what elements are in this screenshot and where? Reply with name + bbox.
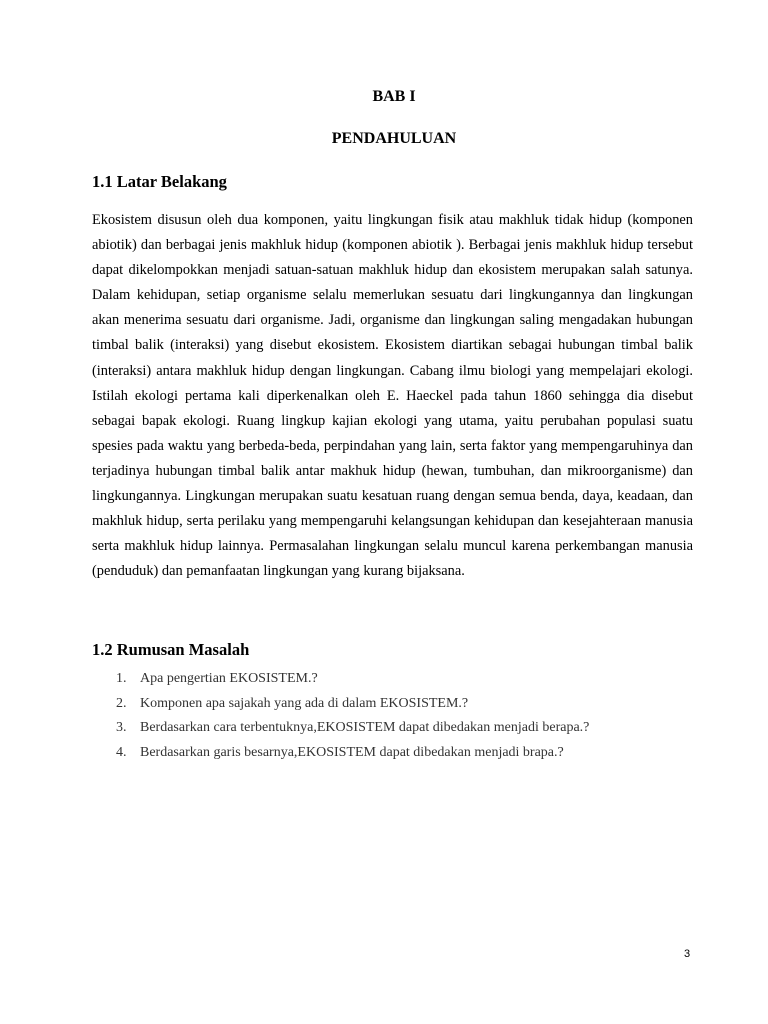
chapter-number: BAB I (372, 88, 416, 105)
list-item-number: 2. (116, 695, 127, 711)
list-item-text: Komponen apa sajakah yang ada di dalam EKOSISTEM.? (140, 695, 469, 711)
list-item-text: Apa pengertian EKOSISTEM.? (140, 671, 318, 686)
section-heading-rumusan-masalah: 1.2 Rumusan Masalah (92, 640, 250, 659)
list-item (92, 742, 692, 767)
list-item-number: 3. (116, 720, 127, 735)
list-item-number: 1. (116, 671, 127, 686)
list-item (92, 717, 692, 742)
page-number: 3 (684, 948, 691, 960)
list-item-number: 4. (116, 744, 127, 760)
section-heading-latar-belakang: 1.1 Latar Belakang (92, 172, 227, 191)
background-paragraph: Ekosistem disusun oleh dua komponen, yaitu lingkungan fisik atau makhluk tidak hidup (komponen abiotik) dan berbagai jenis makhluk hidup (komponen abiotik ). Berbagai jenis makhluk hidup tersebut dapat dikelompokkan menjadi satuan-satuan makhluk hidup dan ekosistem merupakan salah satunya. Dalam kehidupan, setiap organisme selalu memerlukan sesuatu dari lingkungannya dan lingkungan akan menerima sesuatu dari organisme. Jadi, organisme dan lingkungan saling mengadakan hubungan timbal balik (interaksi) yang disebut ekosistem. Ekosistem diartikan sebagai hubungan timbal balik (interaksi) antara makhluk hidup dengan lingkungan. Cabang ilmu biologi yang mempelajari ekologi. Istilah ekologi pertama kali diperkenalkan oleh E. Haeckel pada tahun 1860 sehingga dia disebut sebagai bapak ekologi. Ruang lingkup kajian ekologi yang utama, yaitu perubahan populasi suatu spesies pada waktu yang berbeda-beda, perpindahan yang lain, serta faktor yang mempengaruhinya dan terjadinya hubungan timbal balik antar makhuk hidup (hewan, tumbuhan, dan mikroorganisme) dan lingkungannya. Lingkungan merupakan suatu kesatuan ruang dengan semua benda, daya, keadaan, dan makhluk hidup, serta perilaku yang mempengaruhi kelangsungan kehidupan dan kesejahteraan manusia serta makhluk hidup lainnya. Permasalahan lingkungan selalu muncul karena perkembangan manusia (penduduk) dan pemanfaatan lingkungan yang kurang bijaksana. (92, 212, 693, 580)
list-item-text: Berdasarkan cara terbentuknya,EKOSISTEM dapat dibedakan menjadi berapa.? (140, 720, 590, 735)
list-item-text: Berdasarkan garis besarnya,EKOSISTEM dapat dibedakan menjadi brapa.? (140, 744, 564, 760)
problem-list (92, 668, 692, 766)
list-item (92, 693, 692, 718)
chapter-title: PENDAHULUAN (331, 130, 457, 147)
list-item (92, 668, 692, 693)
